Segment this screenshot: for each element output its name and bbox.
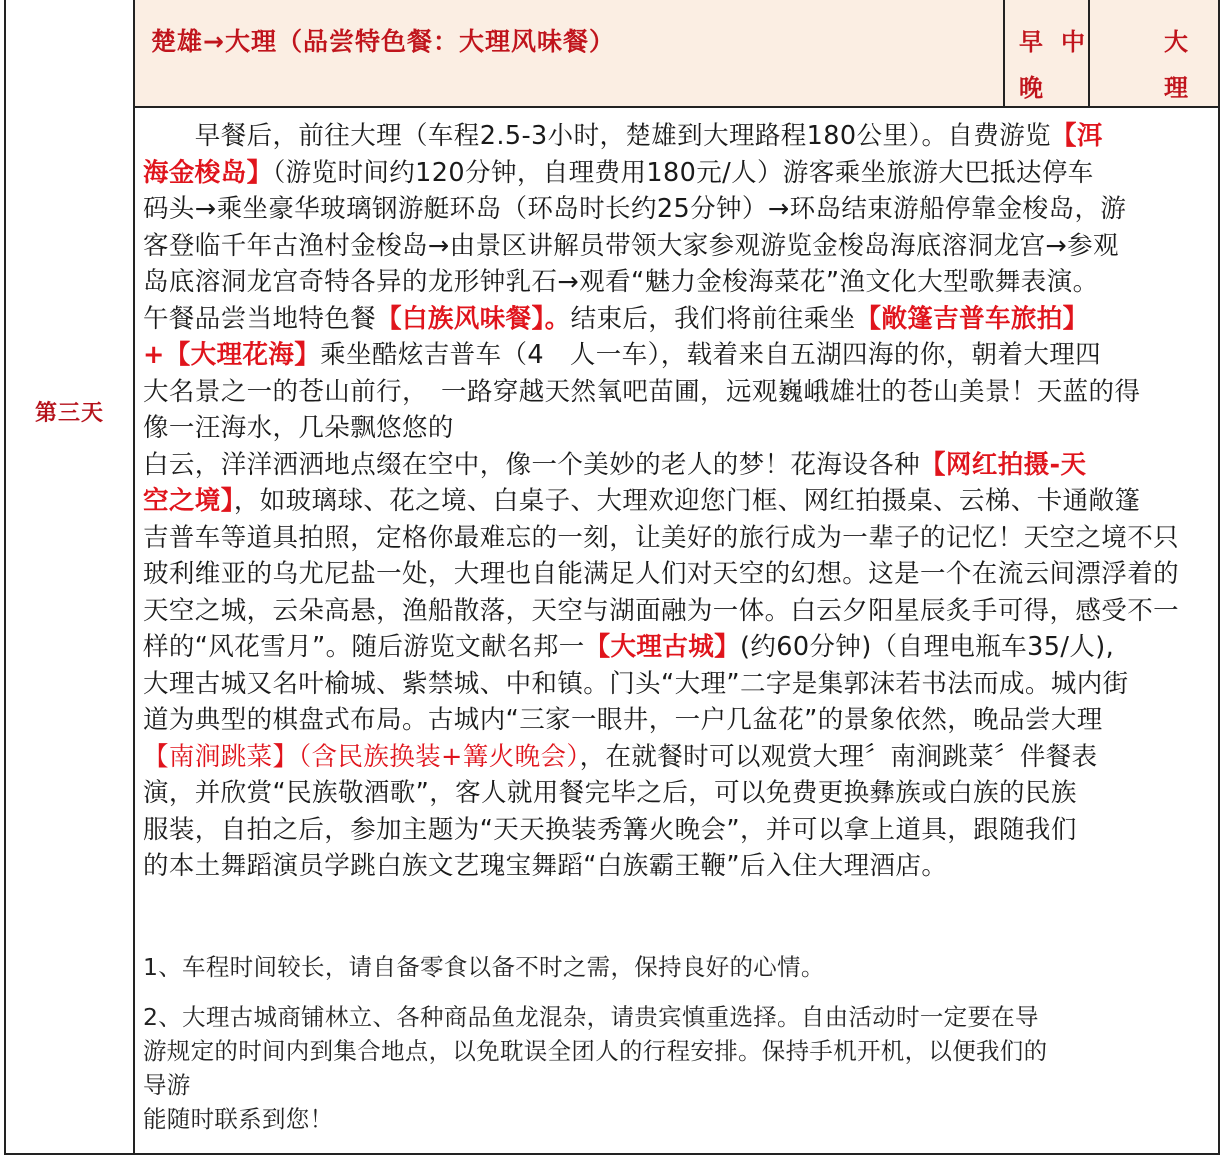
day-label: 第三天 — [34, 401, 104, 426]
note-2-line-3: 导游 — [143, 1071, 191, 1099]
itinerary-line — [143, 520, 1218, 557]
note-2-line-4: 能随时联系到您！ — [143, 1105, 334, 1133]
itinerary-text: 的本土舞蹈演员学跳白族文艺瑰宝舞蹈“白族霸王鞭”后入住大理酒店。 — [143, 851, 948, 881]
itinerary-line — [143, 556, 1218, 593]
note-2-line-1: 2、大理古城商铺林立、各种商品鱼龙混杂，请贵宾慎重选择。自由活动时一定要在导 — [143, 1003, 1039, 1031]
itinerary-line — [143, 191, 1218, 228]
itinerary-text: 大名景之一的苍山前行， 一路穿越天然氧吧苗圃，远观巍峨雄壮的苍山美景！天蓝的得 — [143, 376, 1141, 407]
itinerary-line — [143, 629, 1218, 666]
meal-lunch: 中 — [1061, 28, 1085, 56]
note-2-line-2: 游规定的时间内到集合地点，以免耽误全团人的行程安排。保持手机开机，以便我们的 — [143, 1037, 1048, 1065]
route-title: 楚雄→大理（品尝特色餐：大理风味餐） — [151, 27, 615, 56]
itinerary-text: 像一汪海水，几朵飘悠悠的 — [143, 413, 454, 443]
itinerary-text: 服装，自拍之后，参加主题为“天天换装秀篝火晚会”，并可以拿上道具，跟随我们 — [143, 814, 1077, 845]
highlight-attraction: 【洱 — [1051, 121, 1103, 151]
itinerary-line — [143, 337, 1218, 374]
highlight-attraction: +【大理花海】 — [143, 340, 321, 370]
itinerary-text: 吉普车等道具拍照，定格你最难忘的一刻，让美好的旅行成为一辈子的记忆！天空之境不只 — [143, 522, 1180, 553]
itinerary-text: 午餐品尝当地特色餐 — [143, 303, 377, 334]
itinerary-line — [143, 447, 1218, 484]
itinerary-line — [143, 301, 1218, 338]
highlight-attraction: 【网红拍摄-天 — [920, 449, 1087, 480]
day-column — [6, 0, 135, 1153]
itinerary-text: 玻利维亚的乌尤尼盐一处，大理也自能满足人们对天空的幻想。这是一个在流云间漂浮着的 — [143, 559, 1180, 589]
itinerary-text: 结束后，我们将前往乘坐 — [570, 303, 856, 334]
itinerary-line — [143, 264, 1218, 301]
itinerary-text: 演，并欣赏“民族敬酒歌”，客人就用餐完毕之后，可以免费更换彝族或白族的民族 — [143, 778, 1077, 808]
itinerary-line — [143, 155, 1218, 192]
itinerary-text: 早餐后，前往大理（车程2.5-3小时，楚雄到大理路程180公里）。自费游览 — [143, 121, 1052, 151]
notes-section — [143, 950, 1218, 1136]
itinerary-text: 码头→乘坐豪华玻璃钢游艇环岛（环岛时长约25分钟）→环岛结束游船停靠金梭岛，游 — [143, 194, 1127, 224]
meal-dinner: 晚 — [1019, 74, 1043, 102]
itinerary-text: （游览时间约120分钟，自理费用180元/人）游客乘坐旅游大巴抵达停车 — [272, 157, 1094, 188]
highlight-attraction: 空之境】 — [143, 486, 234, 516]
hotel-city-cell — [1088, 0, 1218, 106]
itinerary-line — [143, 848, 1218, 885]
itinerary-text: ，如玻璃球、花之境、白桌子、大理欢迎您门框、网红拍摄桌、云梯、卡通敞篷 — [233, 486, 1141, 516]
itinerary-line — [143, 812, 1218, 849]
itinerary-text: 天空之城，云朵高悬，渔船散落，天空与湖面融为一体。白云夕阳星辰炙手可得，感受不一 — [143, 595, 1180, 626]
itinerary-line — [143, 374, 1218, 411]
itinerary-line — [143, 483, 1218, 520]
itinerary-line — [143, 775, 1218, 812]
itinerary-line — [143, 739, 1218, 776]
day-header-row — [135, 0, 1218, 108]
itinerary-text: 客登临千年古渔村金梭岛→由景区讲解员带领大家参观游览金梭岛海底溶洞龙宫→参观 — [143, 230, 1119, 261]
itinerary-text: (约60分钟)（自理电瓶车35/人), — [740, 632, 1115, 662]
itinerary-line — [143, 410, 1218, 447]
itinerary-line — [143, 702, 1218, 739]
itinerary-line — [143, 228, 1218, 265]
highlight-attraction: 【南涧跳菜】（含民族换装+篝火晚会） — [143, 741, 580, 772]
note-1: 1、车程时间较长，请自备零食以备不时之需，保持良好的心情。 — [143, 953, 825, 981]
itinerary-text: 岛底溶洞龙宫奇特各异的龙形钟乳石→观看“魅力金梭海菜花”渔文化大型歌舞表演。 — [143, 267, 1099, 297]
itinerary-text: 样的“风花雪月”。随后游览文献名邦一 — [143, 632, 585, 662]
itinerary-line — [143, 666, 1218, 703]
itinerary-text: 乘坐酷炫吉普车（4 人一车），载着来自五湖四海的你，朝着大理四 — [320, 340, 1102, 370]
itinerary-text: ，在就餐时可以观赏大理〞南涧跳菜〞伴餐表 — [579, 741, 1098, 772]
highlight-attraction: 海金梭岛】 — [143, 157, 273, 188]
meal-breakfast: 早 — [1019, 28, 1043, 56]
itinerary-line — [143, 118, 1218, 155]
itinerary-description — [143, 118, 1218, 885]
itinerary-text: 道为典型的棋盘式布局。古城内“三家一眼井，一户几盆花”的景象依然，晚品尝大理 — [143, 705, 1103, 735]
hotel-city-line2: 理 — [1164, 74, 1188, 102]
highlight-attraction: 【敞篷吉普车旅拍】 — [855, 303, 1089, 334]
hotel-city-line1: 大 — [1164, 28, 1188, 56]
itinerary-text: 白云，洋洋洒洒地点缀在空中，像一个美妙的老人的梦！花海设各种 — [143, 449, 921, 480]
itinerary-text: 大理古城又名叶榆城、紫禁城、中和镇。门头“大理”二字是集郭沫若书法而成。城内街 — [143, 668, 1129, 699]
highlight-attraction: 【白族风味餐】。 — [376, 303, 571, 334]
itinerary-line — [143, 593, 1218, 630]
meals-cell — [1003, 0, 1088, 106]
highlight-attraction: 【大理古城】 — [584, 632, 741, 662]
